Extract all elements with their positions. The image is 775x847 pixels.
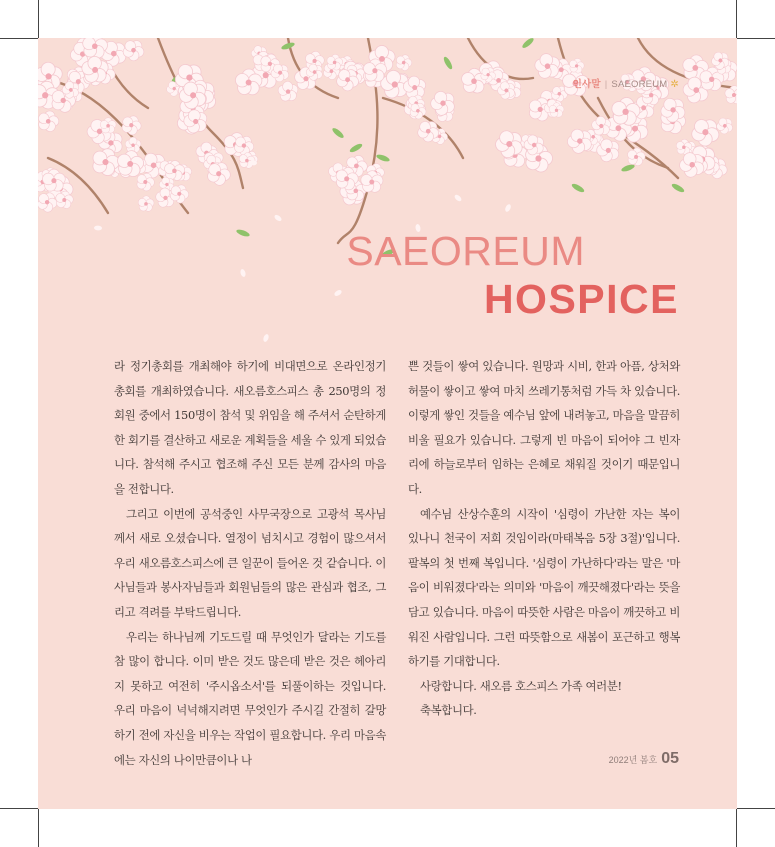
paragraph: 사랑합니다. 새오름 호스피스 가족 여러분! xyxy=(420,678,622,693)
crop-mark-bottom-left-v xyxy=(38,809,39,847)
section-label-korean: 인사말 xyxy=(572,79,601,90)
falling-petal xyxy=(273,214,282,223)
crop-mark-bottom-right-h xyxy=(737,808,775,809)
crop-mark-bottom-left-h xyxy=(0,808,38,809)
falling-petal xyxy=(249,161,257,166)
falling-petal xyxy=(333,289,342,297)
falling-petal xyxy=(453,194,462,203)
paragraph: 우리는 하나님께 기도드릴 때 무엇인가 달라는 기도를 참 많이 합니다. 이미 받은 것도 많은데 받은 것은 헤아리지 못하고 여전히 '주시옵소서'를 되풀이하는 것입니다. 우리 마음이 넉넉해지려면 무엇인가 주시길 간절히 갈망하기 전에 자신을 비우는 작업이 필요합니다. 우리 마음속에는 자신의 나이만큼이나 나 xyxy=(114,629,386,767)
page-footer xyxy=(609,750,679,768)
section-label xyxy=(573,76,679,90)
section-label-english: SAEOREUM xyxy=(611,79,668,90)
falling-petal xyxy=(262,333,269,342)
text-column-left xyxy=(114,354,386,772)
blossom-flower xyxy=(100,118,116,134)
leaf xyxy=(349,142,364,154)
falling-petal xyxy=(94,225,102,230)
blossom-flower xyxy=(138,195,155,211)
blossom-flower xyxy=(119,112,144,137)
title-hospice: HOSPICE xyxy=(483,276,679,322)
paragraph: 그리고 이번에 공석중인 사무국장으로 고광석 목사님께서 새로 오셨습니다. 열정이 넘치시고 경험이 많으셔서 우리 새오름호스피스에 큰 일꾼이 들어온 것 같습니다. 이사님들과 봉사자님들과 회원님들의 많은 관심과 협조, 그리고 격려를 부탁드립니다. xyxy=(114,506,386,619)
crop-mark-top-right-h xyxy=(737,38,775,39)
blossom-flower xyxy=(38,108,61,133)
crop-mark-bottom-right-v xyxy=(736,809,737,847)
blossom-flower xyxy=(394,52,414,72)
paragraph: 예수님 산상수훈의 시작이 '심령이 가난한 자는 복이 있나니 천국이 저희 것임이라(마태복음 5장 3절)'입니다. 팔복의 첫 번째 복입니다. '심령이 가난하다'라는 말은 '마음이 비워졌다'라는 의미와 '마음이 깨끗해졌다'라는 뜻을 담고 있습니다. 마음이 따뜻한 사람은 마음이 깨끗하고 비워진 사람입니다. 그런 따뜻함으로 새봄이 포근하고 행복하기를 기대합니다. xyxy=(408,506,680,669)
leaf xyxy=(521,38,535,49)
magazine-page xyxy=(38,38,737,809)
issue-label: 2022년 봄호 xyxy=(608,755,658,765)
text-column-right xyxy=(408,354,680,723)
crop-mark-top-left-h xyxy=(0,38,38,39)
paragraph: 축복합니다. xyxy=(420,703,477,718)
leaf xyxy=(331,127,345,140)
section-label-divider: | xyxy=(604,79,608,90)
falling-petal xyxy=(504,203,512,212)
title-saeoreum: SAEOREUM xyxy=(346,228,585,274)
leaf xyxy=(571,182,586,194)
leaf xyxy=(376,153,391,163)
falling-petal xyxy=(240,268,247,277)
crop-mark-top-right-v xyxy=(736,0,737,38)
crop-mark-top-left-v xyxy=(38,0,39,38)
leaf xyxy=(236,228,251,238)
leaf xyxy=(671,182,686,194)
leaf xyxy=(442,56,454,71)
paragraph: 라 정기총회를 개최해야 하기에 비대면으로 온라인정기총회를 개최하였습니다. 새오름호스피스 총 250명의 정회원 중에서 150명이 참석 및 위임을 해 주셔서 순탄하게 한 회기를 결산하고 새로운 계획들을 세울 수 있게 되었습니다. 참석해 주시고 협조해 주신 모든 분께 감사의 마음을 전합니다. xyxy=(114,359,386,496)
star-icon: ✲ xyxy=(670,79,679,90)
page-number: 05 xyxy=(661,750,679,767)
paragraph: 쁜 것들이 쌓여 있습니다. 원망과 시비, 한과 아픔, 상처와 허물이 쌓이고 쌓여 마치 쓰레기통처럼 가득 차 있습니다. 이렇게 쌓인 것들을 예수님 앞에 내려놓고, 마음을 말끔히 비울 필요가 있습니다. 그렇게 빈 마음이 되어야 그 빈자리에 하늘로부터 임하는 은혜로 채워질 것이기 때문입니다. xyxy=(408,359,680,496)
blossom-flower xyxy=(427,86,460,119)
